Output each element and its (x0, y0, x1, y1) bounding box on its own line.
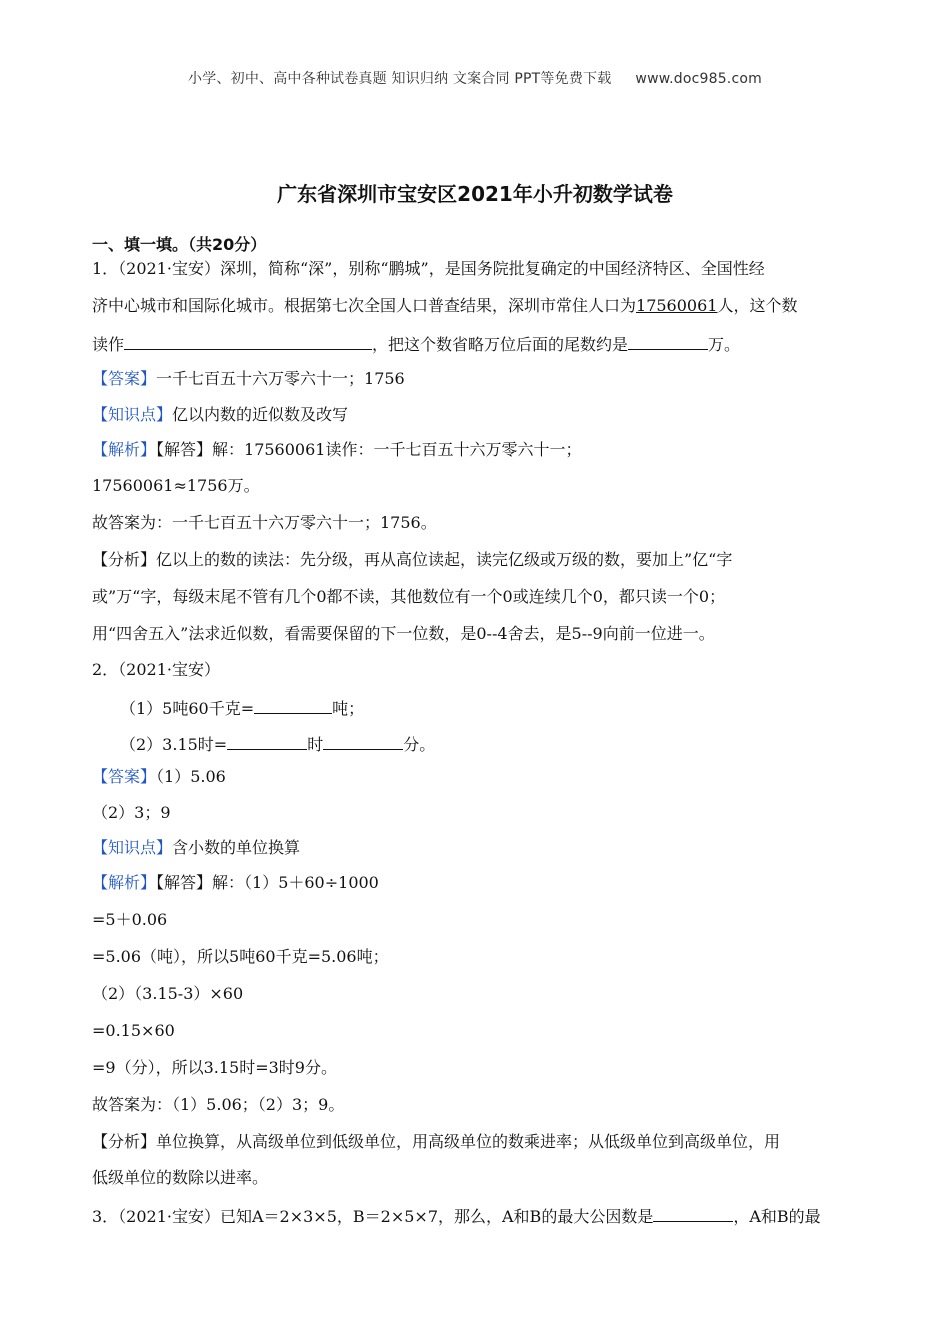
q2-fenxi-line: 【分析】单位换算，从高级单位到低级单位，用高级单位的数乘进率；从低级单位到高级单位，用 (92, 1132, 781, 1151)
knowledge-text: 含小数的单位换算 (172, 838, 301, 857)
q1-knowledge (92, 405, 348, 425)
q1-fenxi-line: 用“四舍五入”法求近似数，看需要保留的下一位数，是0--4舍去，是5--9向前一位进一。 (92, 624, 715, 643)
q3-line-1 (92, 1205, 821, 1227)
q1-text: ，把这个数省略万位后面的尾数约是 (372, 335, 629, 354)
q1-fenxi-line: 或”万“字，每级末尾不管有几个0都不读，其他数位有一个0或连续几个0，都只读一个0； (92, 587, 726, 606)
answer-text: （1）5.06 (156, 767, 226, 786)
q1-fenxi-line: 【分析】亿以上的数的读法：先分级，再从高位读起，读完亿级或万级的数，要加上”亿“字 (92, 550, 733, 569)
answer-blank[interactable] (227, 733, 307, 750)
q2-solution-line: =5＋0.06 (92, 910, 168, 929)
section-heading: 一、填一填。（共20分） (92, 235, 267, 254)
header-text: 小学、初中、高中各种试卷真题 知识归纳 文案合同 PPT等免费下载 (188, 71, 612, 87)
page-header (0, 68, 950, 88)
answer-blank[interactable] (124, 333, 372, 350)
answer-blank[interactable] (323, 733, 403, 750)
q3-text: ，A和B的最 (733, 1207, 821, 1226)
q2-text: （1）5吨60千克= (120, 699, 255, 718)
answer-tag: 【答案】 (92, 369, 157, 388)
q2-text: （2）3.15时= (120, 735, 228, 754)
q2-analysis (92, 873, 379, 893)
q1-answer (92, 369, 405, 389)
page-title: 广东省深圳市宝安区2021年小升初数学试卷 (277, 182, 673, 206)
q2-text: 分。 (403, 735, 436, 754)
q1-text: 万。 (708, 335, 741, 354)
q1-line-1: 1．（2021·宝安）深圳，简称“深”，别称“鹏城”，是国务院批复确定的中国经济特区、全国性经 (92, 259, 765, 278)
q2-part-1 (120, 697, 364, 719)
analysis-text: 【解答】解：（1）5＋60÷1000 (156, 873, 379, 892)
q1-line-3 (92, 333, 740, 355)
population-number: 17560061 (636, 296, 718, 315)
q1-analysis (92, 440, 581, 460)
q2-solution-line: =9（分），所以3.15时=3时9分。 (92, 1058, 337, 1077)
q2-text: 吨； (332, 699, 365, 718)
q1-text: 人，这个数 (717, 296, 798, 315)
q1-text: 济中心城市和国际化城市。根据第七次全国人口普查结果，深圳市常住人口为 (92, 296, 637, 315)
analysis-tag: 【解析】 (92, 873, 157, 892)
q1-text: 读作 (92, 335, 125, 354)
q2-solution-line: 故答案为：（1）5.06；（2）3；9。 (92, 1095, 345, 1114)
answer-blank[interactable] (254, 697, 332, 714)
q2-heading: 2．（2021·宝安） (92, 660, 220, 679)
q2-solution-line: =0.15×60 (92, 1021, 175, 1040)
q1-line-2 (92, 296, 797, 316)
q2-fenxi-line: 低级单位的数除以进率。 (92, 1168, 269, 1187)
q2-answer (92, 767, 226, 787)
q2-answer-2: （2）3；9 (92, 803, 171, 822)
knowledge-tag: 【知识点】 (92, 838, 173, 857)
knowledge-text: 亿以内数的近似数及改写 (172, 405, 349, 424)
q2-solution-line: （2）（3.15-3）×60 (92, 984, 244, 1003)
q2-solution-line: =5.06（吨），所以5吨60千克=5.06吨； (92, 947, 389, 966)
q1-solution-line: 故答案为：一千七百五十六万零六十一；1756。 (92, 513, 437, 532)
knowledge-tag: 【知识点】 (92, 405, 173, 424)
answer-tag: 【答案】 (92, 767, 157, 786)
q1-solution-line: 17560061≈1756万。 (92, 476, 260, 495)
header-url[interactable]: www.doc985.com (635, 71, 762, 87)
answer-text: 一千七百五十六万零六十一；1756 (156, 369, 405, 388)
q2-text: 时 (307, 735, 324, 754)
answer-blank[interactable] (628, 333, 708, 350)
analysis-tag: 【解析】 (92, 440, 157, 459)
analysis-text: 【解答】解：17560061读作：一千七百五十六万零六十一； (156, 440, 582, 459)
answer-blank[interactable] (653, 1205, 733, 1222)
q2-part-2 (120, 733, 435, 755)
q3-text: 3．（2021·宝安）已知A＝2×3×5，B＝2×5×7，那么，A和B的最大公因数是 (92, 1207, 654, 1226)
q2-knowledge (92, 838, 300, 858)
